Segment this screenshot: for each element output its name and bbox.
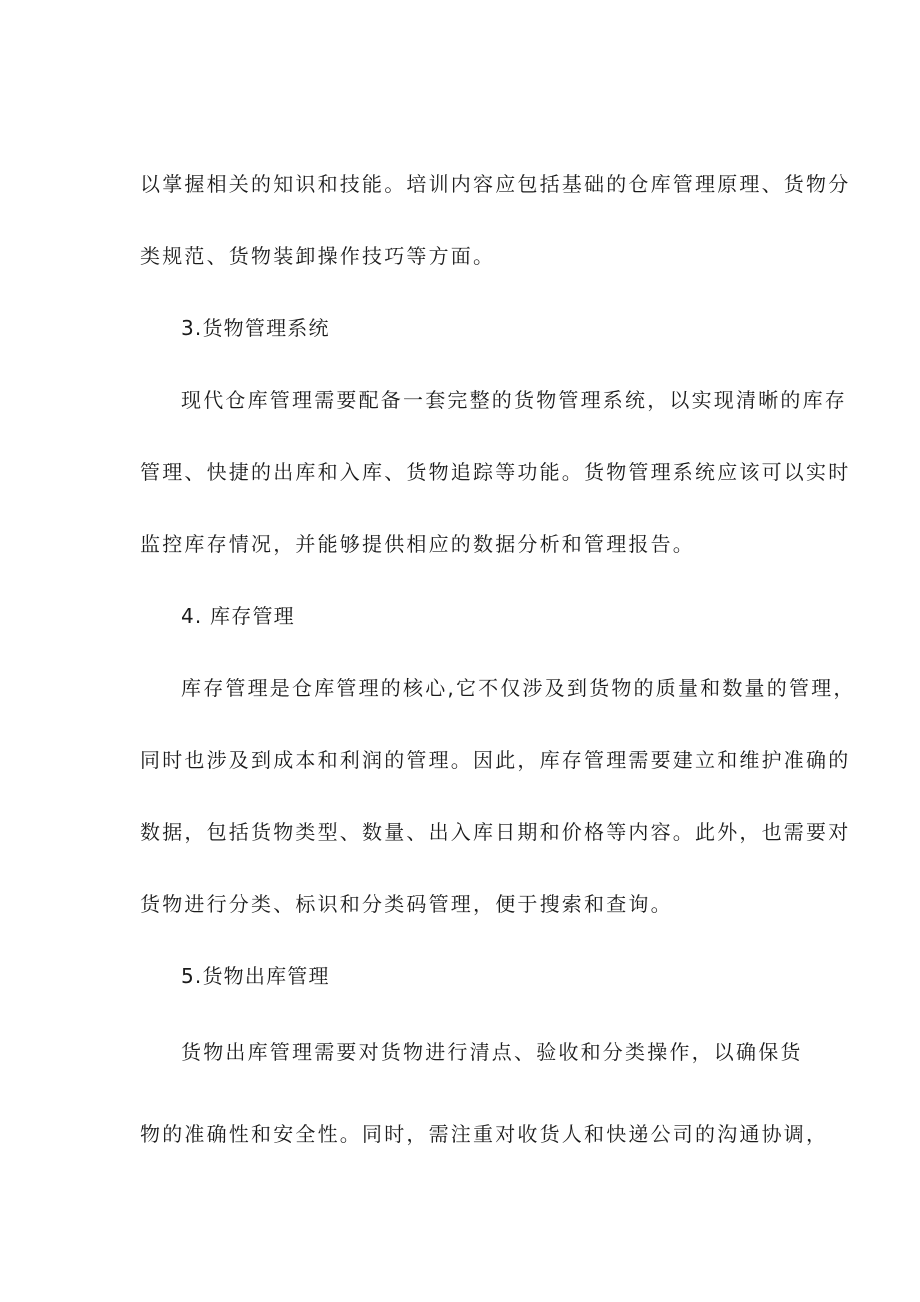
paragraph-line: 数据，包括货物类型、数量、出入库日期和价格等内容。此外，也需要对 (140, 820, 851, 844)
paragraph-line: 货物进行分类、标识和分类码管理，便于搜索和查询。 (140, 892, 673, 916)
paragraph-line: 监控库存情况，并能够提供相应的数据分析和管理报告。 (140, 532, 695, 556)
paragraph-line: 现代仓库管理需要配备一套完整的货物管理系统，以实现清晰的库存 (181, 388, 847, 412)
section-heading: 3.货物管理系统 (181, 316, 330, 340)
section-heading: 4. 库存管理 (181, 604, 295, 628)
section-heading: 5.货物出库管理 (181, 964, 330, 988)
paragraph-line: 货物出库管理需要对货物进行清点、验收和分类操作，以确保货 (181, 1040, 803, 1064)
paragraph-line: 以掌握相关的知识和技能。培训内容应包括基础的仓库管理原理、货物分 (140, 172, 851, 196)
paragraph-line: 库存管理是仓库管理的核心,它不仅涉及到货物的质量和数量的管理， (181, 676, 856, 700)
paragraph-line: 同时也涉及到成本和利润的管理。因此，库存管理需要建立和维护准确的 (140, 748, 851, 772)
paragraph-line: 类规范、货物装卸操作技巧等方面。 (140, 244, 496, 268)
paragraph-line: 管理、快捷的出库和入库、货物追踪等功能。货物管理系统应该可以实时 (140, 460, 851, 484)
paragraph-line: 物的准确性和安全性。同时，需注重对收货人和快递公司的沟通协调， (140, 1122, 829, 1146)
